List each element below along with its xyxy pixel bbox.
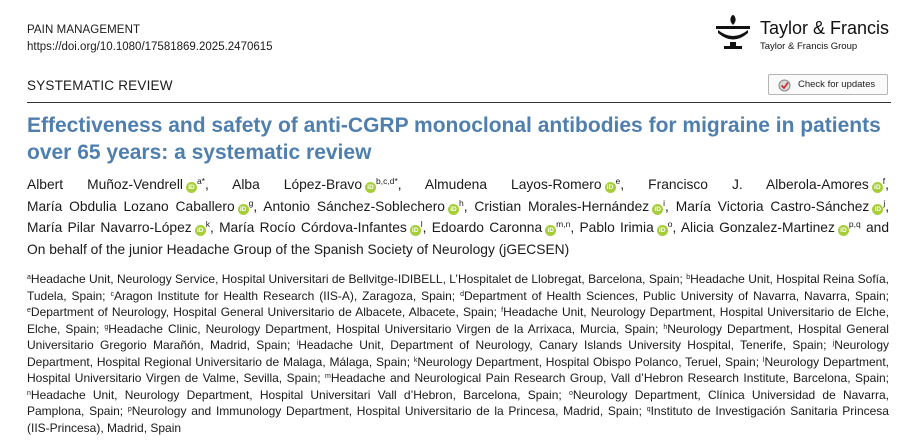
author-conjunction: and: [866, 220, 890, 235]
check-for-updates-label: Check for updates: [798, 79, 876, 90]
affiliation: [27, 272, 683, 286]
author[interactable]: [27, 177, 205, 192]
author-name: Edoardo Caronna: [431, 220, 543, 235]
orcid-icon[interactable]: iD: [545, 225, 556, 236]
affiliation-marker: b: [686, 274, 691, 281]
affiliation-text: Neurology Department, Hospital General Universitario Gregorio Marañón, Madrid, Spain;: [27, 321, 889, 352]
group-author: On behalf of the junior Headache Group of the Spanish Society of Neurology (jGECSEN): [27, 241, 570, 257]
affiliation-text: Headache Unit, Neurology Department, Hospital Universitari Vall d’Hebron, Barcelona, Spain;: [30, 387, 562, 402]
author-affiliation-marker: l: [420, 219, 423, 229]
orcid-icon[interactable]: iD: [410, 225, 421, 236]
affiliation-marker: a: [27, 274, 31, 281]
author[interactable]: [579, 220, 672, 235]
affiliation-text: Headache Unit, Hospital Reina Sofía, Tudela, Spain;: [27, 272, 889, 303]
affiliation: [297, 338, 827, 352]
affiliation-text: Headache and Neurological Pain Research Group, Vall d’Hebron Research Institute, Barcelona, Spain;: [330, 371, 889, 385]
author-affiliation-marker: f: [882, 176, 886, 186]
publisher-name: Taylor & Francis: [760, 18, 890, 38]
publisher-logo: [712, 12, 902, 52]
affiliation-marker: n: [27, 389, 31, 397]
orcid-icon[interactable]: iD: [605, 182, 616, 193]
author-name: María Pilar Navarro-López: [27, 220, 192, 235]
affiliation-marker: h: [663, 323, 668, 331]
doi-link[interactable]: https://doi.org/10.1080/17581869.2025.2470615: [27, 41, 273, 53]
affiliation-text: Neurology and Immunology Department, Hospital Universitario de la Princesa, Madrid, Spain;: [131, 404, 642, 418]
orcid-icon[interactable]: iD: [838, 225, 849, 236]
orcid-icon[interactable]: iD: [448, 204, 459, 215]
affiliation-text: Neurology Department, Hospital Universitario Virgen de Valme, Sevilla, Spain;: [27, 354, 889, 385]
author[interactable]: [219, 220, 423, 235]
affiliation: [325, 371, 889, 385]
affiliation-marker: m: [325, 373, 331, 380]
publisher-logo-icon: [712, 12, 754, 52]
affiliation-text: Department of Health Sciences, Public University of Navarra, Navarra, Spain;: [463, 288, 889, 303]
author[interactable]: [27, 220, 210, 235]
affiliation-marker: i: [296, 340, 299, 347]
author-name: Pablo Irimia: [579, 220, 654, 235]
author-affiliation-marker: k: [205, 219, 210, 229]
affiliation: [110, 289, 455, 303]
author[interactable]: [676, 199, 885, 214]
author-affiliation-marker: j: [883, 197, 886, 208]
orcid-icon[interactable]: iD: [238, 204, 249, 215]
author-name: María Obdulia Lozano Caballero: [27, 198, 235, 214]
author[interactable]: [232, 177, 398, 192]
author-list: Albert Muñoz-Vendrell $iD^{a*}$, Alba López-Bravo $iD^{b,c,d*}$, Almudena Layos-Romero $iD^e$, Francisco J. Alberola-Amores $iD^f$, María Obdulia Lozano Caballero $iD^g$, Antonio Sánchez-Soblechero $iD^h$, Cristian Morales-Hernández $iD^i$, María Victoria Castro-Sánchez $iD^j$, María Pilar Navarro-López $iD^k$, María Rocío Córdova-Infantes $iD^l$, Edoardo Caronna iD$^{m,n}$, Pablo Irimia $iD^o$, Alicia Gonzalez-Martinez iD$^{p,q}$ and On behalf of the junior Headache Group of the Spanish Society of Neurology (jGECSEN): [27, 176, 890, 257]
affiliation: [27, 305, 497, 319]
affiliation-text: Department of Neurology, Hospital General Universitario de Albacete, Albacete, Spain;: [30, 305, 497, 319]
affiliation: [104, 322, 658, 336]
article-title: Effectiveness and safety of anti-CGRP monoclonal antibodies for migraine in patients over 65 years: a systematic review: [27, 114, 881, 164]
affiliation-marker: k: [413, 356, 418, 364]
author-name: María Rocío Córdova-Infantes: [219, 220, 407, 235]
orcid-icon[interactable]: iD: [186, 182, 197, 193]
author[interactable]: [681, 220, 861, 235]
orcid-icon[interactable]: iD: [657, 225, 668, 236]
affiliation: [128, 404, 642, 418]
author-affiliation-marker: m,n: [556, 219, 571, 229]
article-type: SYSTEMATIC REVIEW: [27, 78, 173, 93]
author-affiliation-marker: p,q: [848, 219, 861, 229]
author-name: Cristian Morales-Hernández: [474, 198, 650, 214]
author[interactable]: [425, 177, 620, 192]
author[interactable]: [648, 177, 885, 192]
author-name: María Victoria Castro-Sánchez: [675, 198, 870, 214]
author[interactable]: [474, 199, 665, 214]
author-affiliation-marker: a*: [196, 176, 205, 186]
orcid-icon[interactable]: iD: [872, 204, 883, 215]
affiliation-marker: f: [501, 307, 504, 314]
orcid-icon[interactable]: iD: [365, 182, 376, 193]
author[interactable]: [263, 199, 463, 214]
affiliation-text: Instituto de Investigación Sanitaria Princesa (IIS-Princesa), Madrid, Spain: [27, 404, 889, 435]
check-updates-icon: [778, 79, 793, 92]
affiliation-text: Neurology Department, Hospital Regional Universitario de Malaga, Málaga, Spain;: [27, 338, 889, 369]
affiliation-marker: j: [832, 340, 835, 347]
author-name: Alba López-Bravo: [232, 177, 363, 192]
orcid-icon[interactable]: iD: [195, 225, 206, 236]
affiliation: [460, 289, 889, 303]
header-divider: [27, 102, 891, 103]
affiliation-text: Neurology Department, Clínica Universidad de Navarra, Pamplona, Spain;: [27, 387, 889, 418]
affiliation-text: Neurology Department, Hospital Obispo Polanco, Teruel, Spain;: [417, 354, 760, 369]
affiliation-text: Headache Unit, Department of Neurology, Canary Islands University Hospital, Tenerife, Spain;: [298, 338, 827, 352]
author-name: Antonio Sánchez-Soblechero: [263, 198, 445, 214]
affiliation-marker: e: [27, 307, 31, 314]
publisher-group: Taylor & Francis Group: [760, 41, 858, 52]
affiliation-marker: g: [104, 323, 109, 331]
affiliation-marker: c: [110, 290, 114, 298]
author-affiliation-marker: i: [663, 197, 666, 208]
orcid-icon[interactable]: iD: [652, 204, 663, 215]
affiliation-marker: p: [127, 406, 132, 413]
author-name: Albert Muñoz-Vendrell: [27, 177, 183, 192]
author-affiliation-marker: g: [248, 197, 254, 208]
affiliation-text: Headache Unit, Neurology Department, Hospital Universitario de Elche, Elche, Spain;: [27, 305, 889, 336]
journal-name: PAIN MANAGEMENT: [27, 24, 141, 36]
affiliation-text: Headache Unit, Neurology Service, Hospital Universitari de Bellvitge-IDIBELL, L’Hospitalet de Llobregat, Barcelona, Spain;: [30, 272, 683, 286]
orcid-icon[interactable]: iD: [872, 182, 883, 193]
affiliation: [27, 388, 562, 402]
author-name: Francisco J. Alberola-Amores: [648, 177, 869, 192]
affiliation-marker: d: [460, 290, 464, 298]
affiliation-list: [27, 271, 889, 436]
affiliation-text: Headache Clinic, Neurology Department, Hospital Universitario Virgen de la Arrixaca, Murcia, Spain;: [108, 321, 659, 336]
affiliation-marker: q: [646, 406, 651, 413]
affiliation: [414, 355, 759, 369]
affiliation-marker: l: [762, 356, 765, 364]
check-for-updates-button[interactable]: [768, 74, 888, 95]
author[interactable]: [432, 220, 571, 235]
affiliation-text: Aragon Institute for Health Research (IIS-A), Zaragoza, Spain;: [113, 288, 456, 303]
author[interactable]: [27, 199, 253, 214]
author-affiliation-marker: o: [667, 219, 673, 229]
author-affiliation-marker: h: [458, 197, 464, 208]
author-affiliation-marker: e: [615, 176, 621, 186]
author-name: Almudena Layos-Romero: [424, 177, 602, 192]
affiliation-marker: o: [568, 389, 573, 397]
author-affiliation-marker: b,c,d*: [376, 176, 398, 186]
author-name: Alicia Gonzalez-Martinez: [680, 220, 835, 235]
